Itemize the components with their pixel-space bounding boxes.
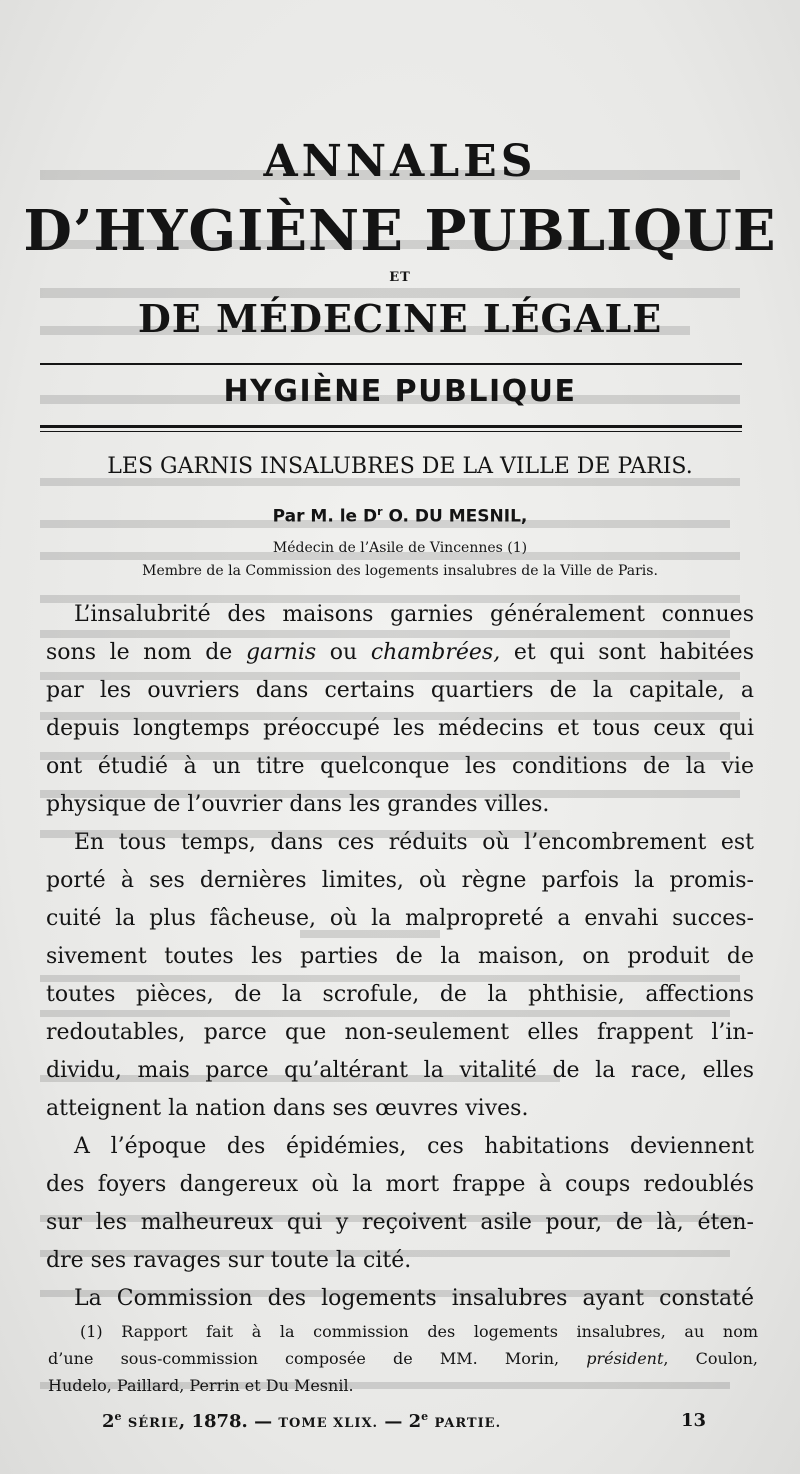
footnote-italic: président <box>586 1349 664 1368</box>
series-word: SÉRIE <box>127 1416 179 1431</box>
italic-word: chambrées, <box>370 640 501 665</box>
body-line: depuis longtemps préoccupé les médecins et tous ceux qui <box>46 716 754 741</box>
footnote-line <box>48 1347 758 1371</box>
top-rule <box>40 363 742 365</box>
bottom-rule-thin <box>40 431 742 432</box>
italic-word: garnis <box>245 640 317 665</box>
byline-name: O. DU MESNIL, <box>382 506 528 527</box>
journal-title-et: ET <box>389 270 411 285</box>
body-line: redoutables, parce que non-seulement elles frappent l’in- <box>46 1020 754 1045</box>
byline-prefix: Par M. le D <box>272 506 378 527</box>
body-line: ont étudié à un titre quelconque les conditions de la vie <box>46 754 754 779</box>
footnote-text: , Coulon, <box>663 1349 758 1368</box>
bottom-rule-thick <box>40 425 742 428</box>
byline-sup: r <box>377 505 383 518</box>
body-line: sivement toutes les parties de la maison, on produit de <box>46 944 754 969</box>
footnote-line: (1) Rapport fait à la commission des logements insalubres, au nom <box>80 1322 758 1341</box>
body-line: La Commission des logements insalubres ayant constaté <box>74 1286 754 1311</box>
author-affiliation-1: Médecin de l’Asile de Vincennes (1) <box>272 540 528 556</box>
footnote-line: Hudelo, Paillard, Perrin et Du Mesnil. <box>48 1376 354 1395</box>
author-affiliation-2: Membre de la Commission des logements insalubres de la Ville de Paris. <box>142 563 658 579</box>
part-dash: — 2 <box>378 1411 422 1432</box>
journal-title-annales: ANNALES <box>263 136 537 187</box>
body-line: des foyers dangereux où la mort frappe à coups redoublés <box>46 1172 754 1197</box>
body-line: physique de l’ouvrier dans les grandes villes. <box>46 792 550 817</box>
series-info <box>102 1410 501 1432</box>
body-line: porté à ses dernières limites, où règne parfois la promis- <box>46 868 754 893</box>
body-line: cuité la plus fâcheuse, où la malpropreté a envahi succes- <box>46 906 754 931</box>
body-line: atteignent la nation dans ses œuvres vives. <box>46 1096 529 1121</box>
journal-title-hygiene: D’HYGIÈNE PUBLIQUE <box>23 198 777 264</box>
body-line: sons le nom de garnis ou chambrées, et qui sont habitées <box>46 640 754 665</box>
body-line: dividu, mais parce qu’altérant la vitalité de la race, elles <box>46 1058 754 1083</box>
body-line: toutes pièces, de la scrofule, de la phthisie, affections <box>46 982 754 1007</box>
series-year: , 1878. — <box>178 1411 279 1432</box>
body-line: A l’époque des épidémies, ces habitations deviennent <box>74 1134 754 1159</box>
series-sup: e <box>114 1410 122 1423</box>
article-title: LES GARNIS INSALUBRES DE LA VILLE DE PARIS. <box>107 454 693 479</box>
body-line: sur les malheureux qui y reçoivent asile pour, de là, éten- <box>46 1210 754 1235</box>
body-line: par les ouvriers dans certains quartiers de la capitale, a <box>46 678 754 703</box>
series-num: 2 <box>102 1411 115 1432</box>
body-line: En tous temps, dans ces réduits où l’encombrement est <box>74 830 754 855</box>
journal-title-medecine: DE MÉDECINE LÉGALE <box>137 296 663 341</box>
body-line: L’insalubrité des maisons garnies généralement connues <box>74 602 754 627</box>
page-number: 13 <box>680 1410 706 1431</box>
author-byline <box>0 505 800 527</box>
part-word: PARTIE. <box>434 1416 502 1431</box>
tome-label: TOME XLIX. <box>278 1416 379 1431</box>
body-line: dre ses ravages sur toute la cité. <box>46 1248 412 1273</box>
footnote-text: d’une sous-commission composée de MM. Morin, <box>48 1349 587 1368</box>
part-sup: e <box>421 1410 429 1423</box>
section-heading: HYGIÈNE PUBLIQUE <box>223 374 577 409</box>
